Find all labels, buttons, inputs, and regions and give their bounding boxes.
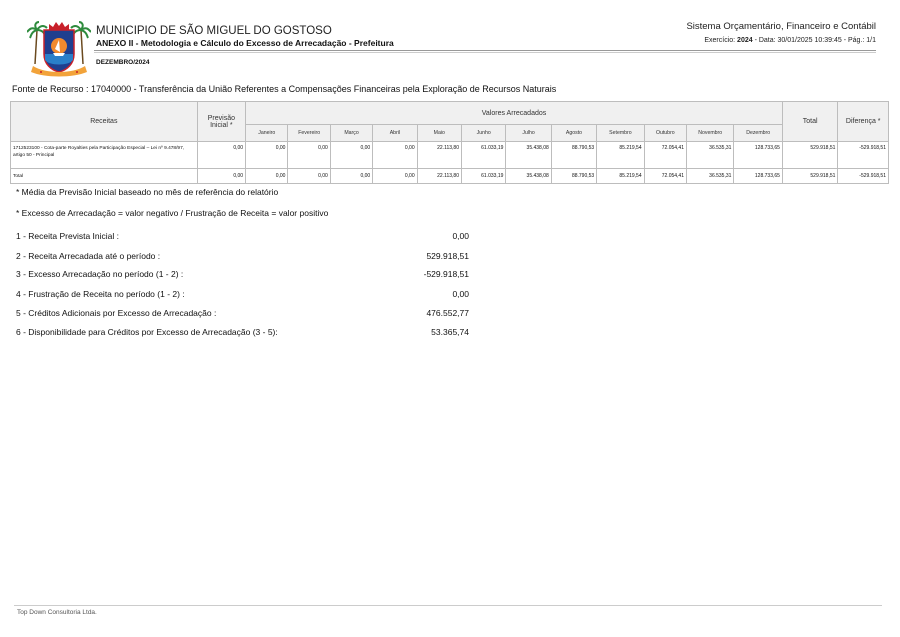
- month-header: Junho: [462, 125, 506, 142]
- total-month-value: 72.054,41: [644, 169, 686, 184]
- summary-value: -529.918,51: [423, 269, 469, 279]
- note-previsao: * Média da Previsão Inicial baseado no mês de referência do relatório: [16, 187, 279, 197]
- grand-total-value: 529.918,51: [782, 169, 837, 184]
- month-value: 0,00: [330, 142, 372, 169]
- municipality-name: MUNICIPIO DE SÃO MIGUEL DO GOSTOSO: [96, 25, 332, 37]
- header-divider-secondary: [94, 52, 876, 53]
- diferenca-value: -529.918,51: [838, 142, 889, 169]
- col-total-header: Total: [782, 102, 837, 142]
- month-header: Janeiro: [246, 125, 288, 142]
- month-header: Fevereiro: [288, 125, 330, 142]
- total-previsao: 0,00: [197, 169, 245, 184]
- summary-value: 476.552,77: [426, 308, 469, 318]
- month-header: Novembro: [687, 125, 734, 142]
- summary-label: 3 - Excesso Arrecadação no período (1 - 2) :: [16, 269, 184, 279]
- table-total-row: [11, 169, 889, 184]
- col-diferenca-header: Diferença *: [838, 102, 889, 142]
- meta-date-page: - Data: 30/01/2025 10:39:45 - Pág.: 1/1: [752, 37, 876, 44]
- month-header: Agosto: [551, 125, 596, 142]
- total-label: Total: [11, 169, 198, 184]
- month-value: 85.219,54: [597, 142, 644, 169]
- summary-label: 2 - Receita Arrecadada até o período :: [16, 251, 161, 261]
- summary-label: 1 - Receita Prevista Inicial :: [16, 231, 119, 241]
- resource-source: Fonte de Recurso : 17040000 - Transferência da União Referentes a Compensações Financeiras pela Exploração de Recursos Naturais: [12, 84, 557, 94]
- col-receitas-header: Receitas: [11, 102, 198, 142]
- month-value: 22.113,80: [417, 142, 461, 169]
- month-value: 36.535,31: [687, 142, 734, 169]
- municipal-coat-of-arms-logo: [27, 16, 91, 78]
- month-header: Maio: [417, 125, 461, 142]
- total-month-value: 88.790,53: [551, 169, 596, 184]
- col-valores-header: Valores Arrecadados: [246, 102, 783, 125]
- month-value: 0,00: [373, 142, 417, 169]
- total-month-value: 0,00: [246, 169, 288, 184]
- note-excesso: * Excesso de Arrecadação = valor negativo / Frustração de Receita = valor positivo: [16, 208, 329, 218]
- report-title: ANEXO II - Metodologia e Cálculo do Excesso de Arrecadação - Prefeitura: [96, 38, 394, 48]
- month-header: Dezembro: [734, 125, 783, 142]
- month-header: Março: [330, 125, 372, 142]
- summary-value: 529.918,51: [426, 251, 469, 261]
- summary-label: 6 - Disponibilidade para Créditos por Excesso de Arrecadação (3 - 5):: [16, 327, 278, 337]
- total-month-value: 35.438,08: [506, 169, 551, 184]
- total-month-value: 36.535,31: [687, 169, 734, 184]
- month-value: 0,00: [246, 142, 288, 169]
- revenue-description: 1712523100 - Cota-parte Royalties pela Participação Especial – Lei nº 9.478/97, artigo 50 - Principal: [11, 142, 198, 169]
- report-period: DEZEMBRO/2024: [96, 59, 150, 66]
- total-month-value: 0,00: [373, 169, 417, 184]
- total-month-value: 85.219,54: [597, 169, 644, 184]
- month-value: 72.054,41: [644, 142, 686, 169]
- previsao-value: 0,00: [197, 142, 245, 169]
- total-value: 529.918,51: [782, 142, 837, 169]
- month-value: 128.733,65: [734, 142, 783, 169]
- col-previsao-header: Previsão Inicial *: [197, 102, 245, 142]
- system-name: Sistema Orçamentário, Financeiro e Contábil: [686, 21, 876, 32]
- month-header: Setembro: [597, 125, 644, 142]
- meta-year: 2024: [737, 37, 753, 44]
- revenue-table: [10, 101, 889, 184]
- total-month-value: 61.033,19: [462, 169, 506, 184]
- total-month-value: 22.113,80: [417, 169, 461, 184]
- month-value: 88.790,53: [551, 142, 596, 169]
- month-header: Outubro: [644, 125, 686, 142]
- total-month-value: 0,00: [288, 169, 330, 184]
- month-value: 61.033,19: [462, 142, 506, 169]
- header-divider: [94, 50, 876, 51]
- table-row: [11, 142, 889, 169]
- total-month-value: 0,00: [330, 169, 372, 184]
- summary-label: 4 - Frustração de Receita no período (1 - 2) :: [16, 289, 185, 299]
- summary-value: 0,00: [452, 231, 469, 241]
- report-meta: [686, 37, 876, 44]
- meta-prefix: Exercício:: [704, 37, 738, 44]
- month-value: 35.438,08: [506, 142, 551, 169]
- footer-company: Top Down Consultoria Ltda.: [17, 609, 97, 616]
- summary-label: 5 - Créditos Adicionais por Excesso de Arrecadação :: [16, 308, 217, 318]
- summary-value: 53.365,74: [431, 327, 469, 337]
- footer-divider: [14, 605, 882, 606]
- grand-diferenca-value: -529.918,51: [838, 169, 889, 184]
- month-header: Abril: [373, 125, 417, 142]
- summary-value: 0,00: [452, 289, 469, 299]
- month-value: 0,00: [288, 142, 330, 169]
- month-header: Julho: [506, 125, 551, 142]
- total-month-value: 128.733,65: [734, 169, 783, 184]
